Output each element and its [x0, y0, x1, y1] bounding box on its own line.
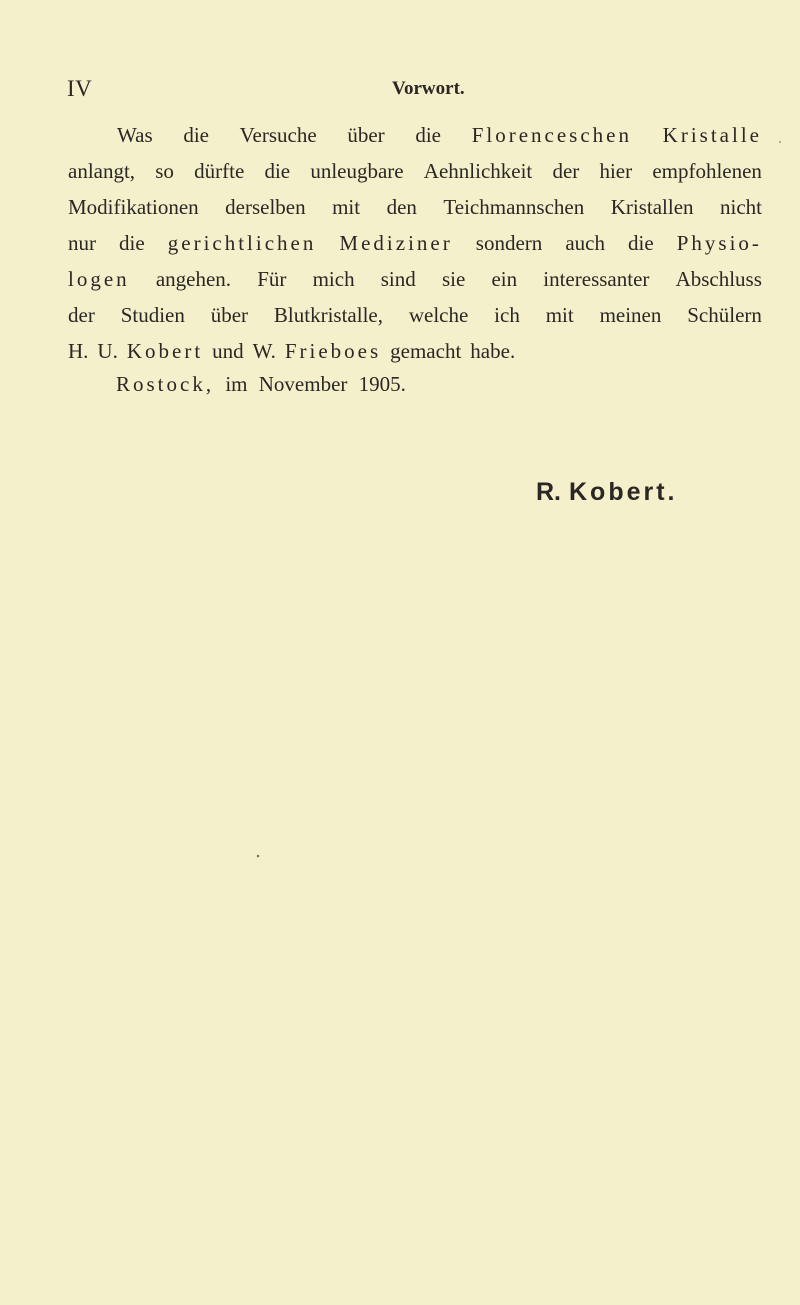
paper-speck — [779, 141, 781, 143]
word: Modifikationen — [68, 195, 199, 219]
word: angehen. — [155, 267, 232, 291]
word: W. — [252, 339, 276, 363]
word: der — [68, 303, 95, 327]
word: der — [552, 159, 580, 183]
word: Was — [117, 123, 153, 147]
word: die — [628, 231, 654, 255]
word-spaced: Kristalle — [662, 123, 762, 147]
word: die — [264, 159, 291, 183]
word: ich — [494, 303, 520, 327]
word: über — [347, 123, 385, 147]
word: Kristallen — [610, 195, 694, 219]
word: Abschluss — [675, 267, 762, 291]
word: Teichmannschen — [443, 195, 585, 219]
word: H. — [68, 339, 89, 363]
word-spaced: gerichtlichen — [167, 231, 317, 255]
word: nicht — [720, 195, 762, 219]
running-title: Vorwort. — [392, 78, 465, 99]
word: mit — [332, 195, 361, 219]
word-spaced: logen — [68, 267, 130, 291]
word: empfohlenen — [652, 159, 762, 183]
word: Für — [257, 267, 287, 291]
word-spaced: Physio- — [676, 231, 762, 255]
word: Studien — [120, 303, 185, 327]
page-number: IV — [67, 76, 93, 101]
word: sie — [441, 267, 466, 291]
word: hier — [599, 159, 633, 183]
word: Versuche — [239, 123, 317, 147]
year: 1905. — [358, 372, 406, 396]
word-spaced: Florenceschen — [471, 123, 632, 147]
word: Schülern — [687, 303, 762, 327]
signature-surname: Kobert. — [569, 478, 678, 506]
place-name: Rostock, — [116, 372, 215, 396]
word: interessanter — [543, 267, 650, 291]
word: die — [183, 123, 209, 147]
word: Blutkristalle, — [273, 303, 383, 327]
word: gemacht — [390, 339, 462, 363]
word: derselben — [225, 195, 306, 219]
word: die — [415, 123, 441, 147]
word: auch — [565, 231, 605, 255]
word: sondern — [475, 231, 543, 255]
signature-initial: R. — [536, 478, 561, 506]
word: sind — [380, 267, 416, 291]
word: unleugbare — [310, 159, 404, 183]
word: meinen — [599, 303, 662, 327]
word: so — [155, 159, 174, 183]
word: mit — [545, 303, 574, 327]
word: dürfte — [194, 159, 245, 183]
word: mich — [312, 267, 355, 291]
word: über — [210, 303, 249, 327]
word: und — [212, 339, 244, 363]
month: November — [258, 372, 348, 396]
word: nur — [68, 231, 96, 255]
word: im — [225, 372, 248, 396]
word-spaced: Kobert — [126, 339, 204, 363]
word: ein — [491, 267, 518, 291]
word: anlangt, — [68, 159, 136, 183]
word: die — [119, 231, 145, 255]
word: den — [386, 195, 417, 219]
word: welche — [408, 303, 469, 327]
word-spaced: Frieboes — [284, 339, 382, 363]
word-spaced: Mediziner — [339, 231, 453, 255]
word: U. — [97, 339, 118, 363]
paper-speck — [257, 855, 260, 858]
word: habe. — [470, 339, 516, 363]
word: Aehnlichkeit — [423, 159, 533, 183]
